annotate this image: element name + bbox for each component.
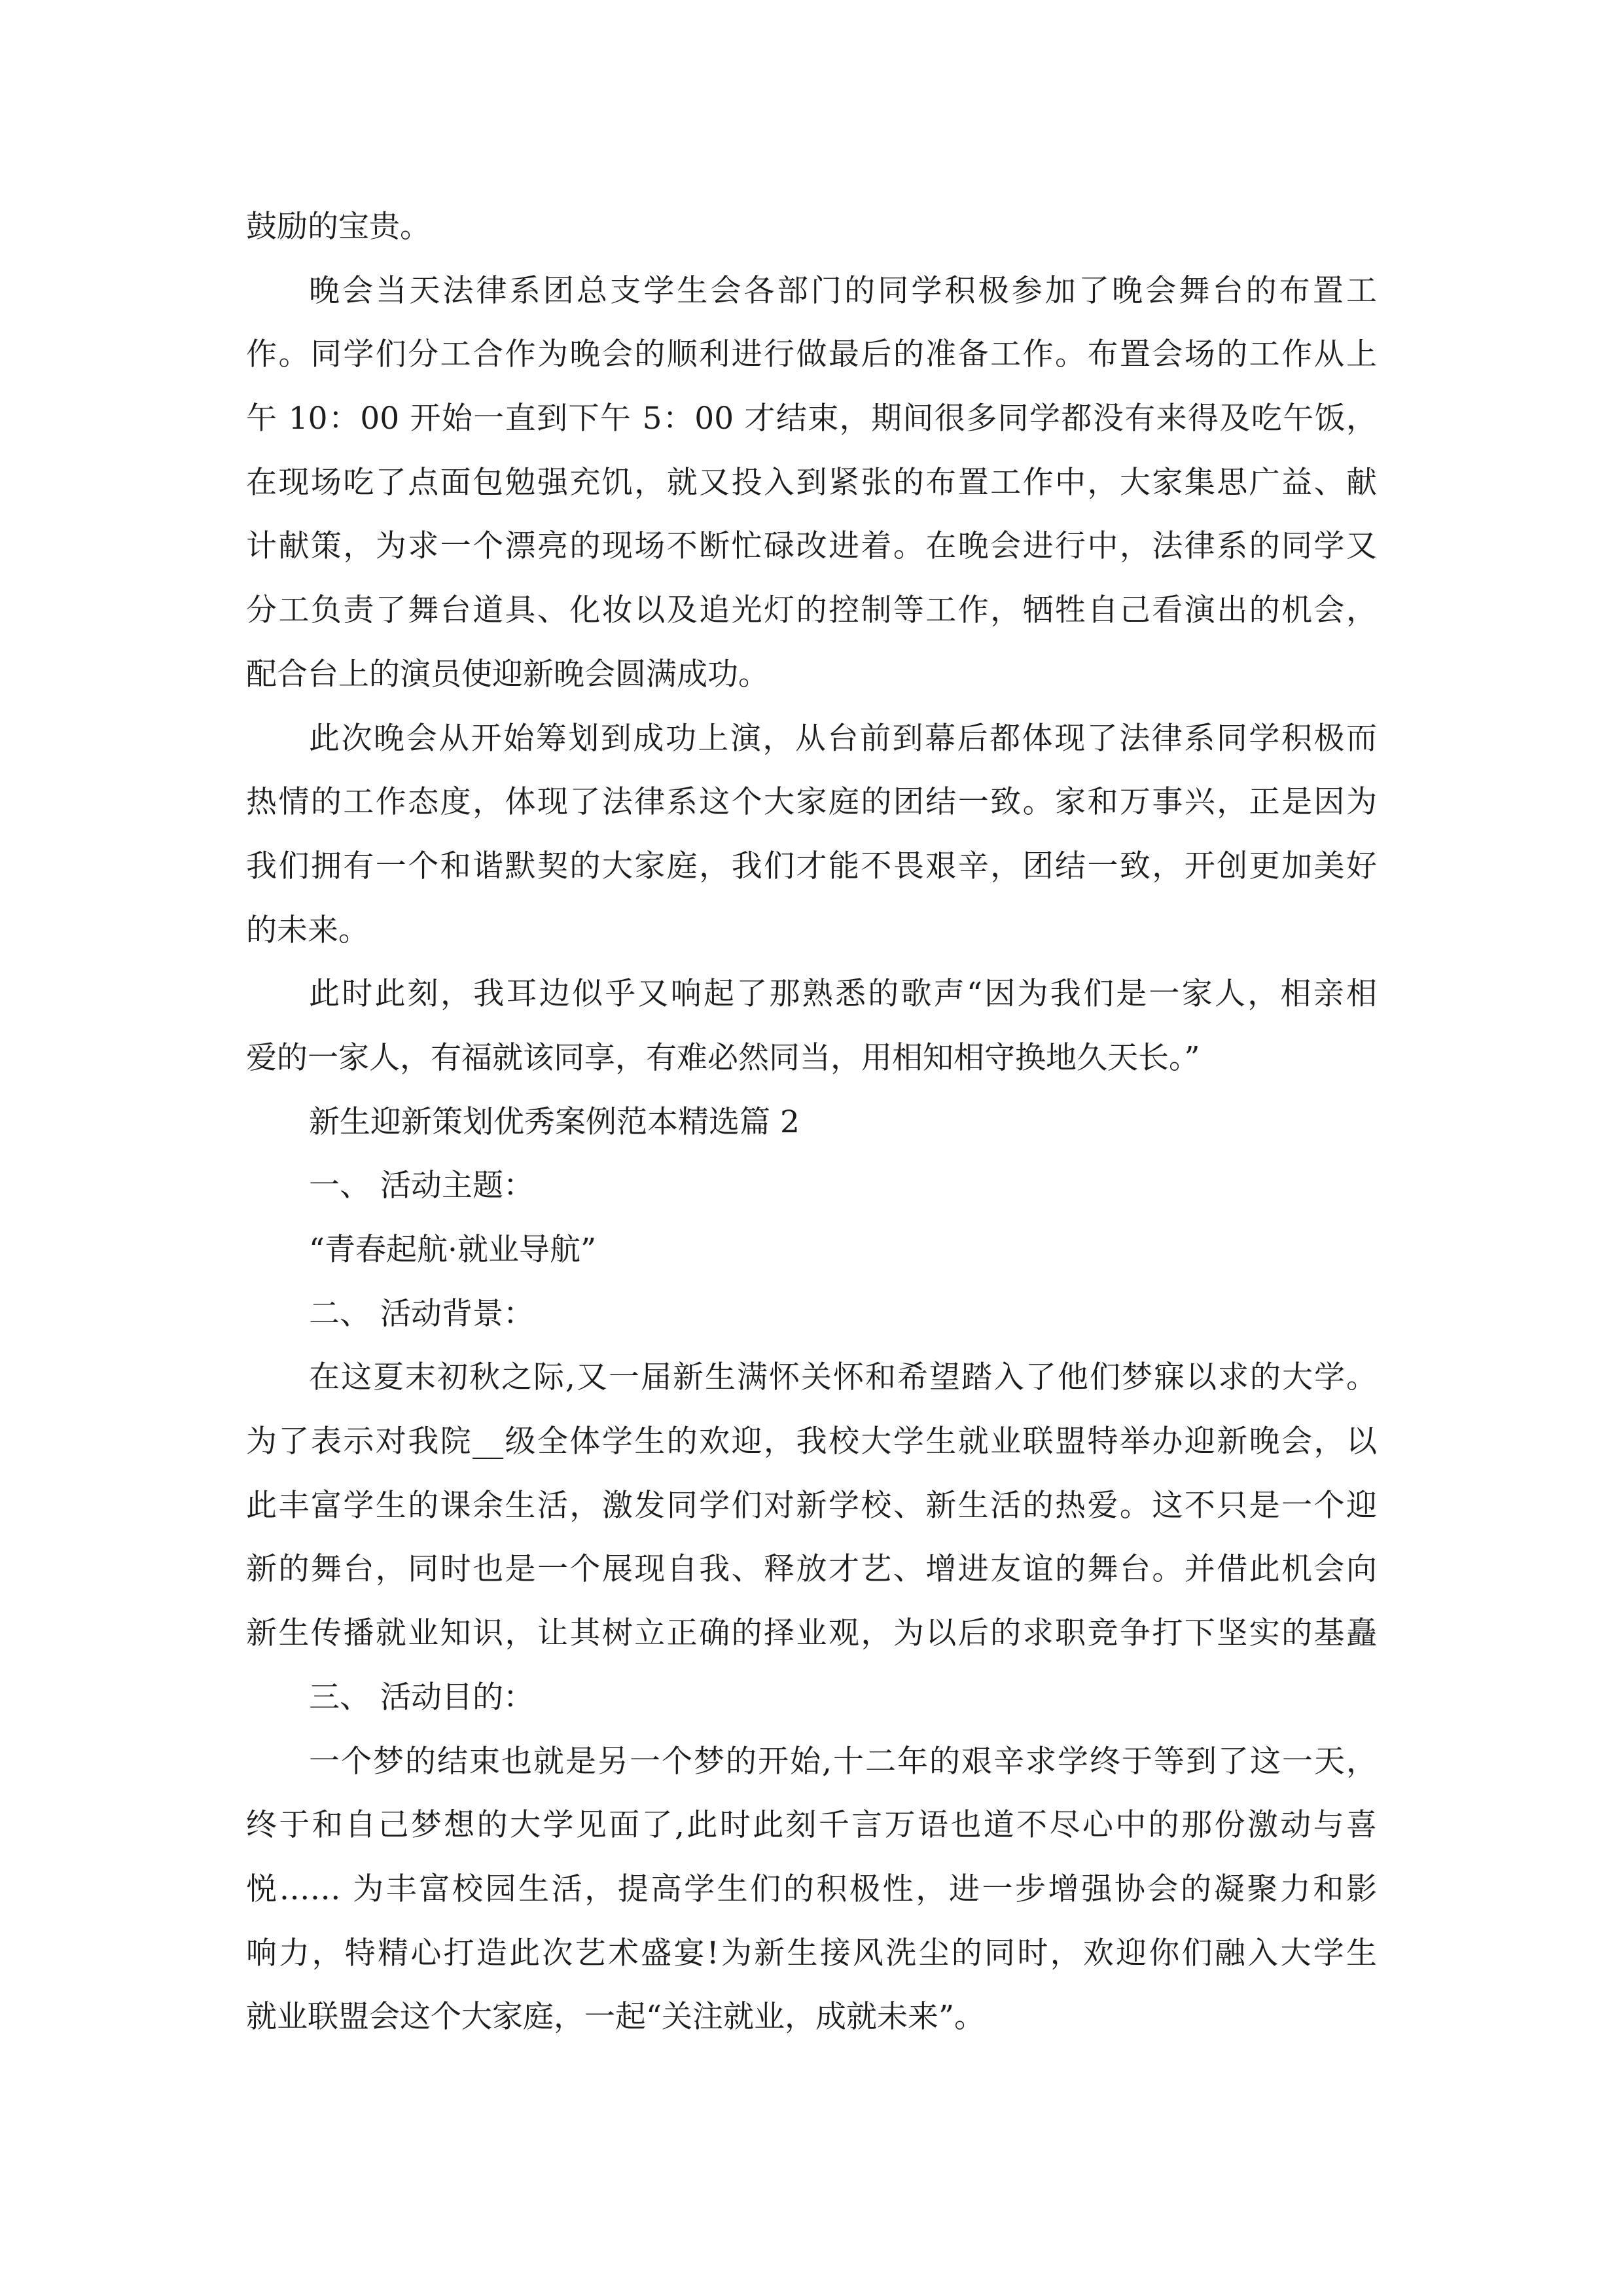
text-line: 晚会当天法律系团总支学生会各部门的同学积极参加了晚会舞台的布置工 bbox=[309, 272, 1377, 309]
paragraph-summary bbox=[246, 707, 1377, 963]
heading-activity-purpose: 三、 活动目的： bbox=[309, 1679, 534, 1715]
paragraph-song bbox=[246, 962, 1377, 1090]
text-line: 鼓励的宝贵。 bbox=[246, 209, 431, 245]
text-line: 新的舞台，同时也是一个展现自我、释放才艺、增进友谊的舞台。并借此机会向 bbox=[246, 1551, 1377, 1588]
paragraph-intro-fragment bbox=[246, 195, 1377, 259]
document-body bbox=[246, 195, 1377, 2049]
text-line: 爱的一家人，有福就该同享，有难必然同当，用相知相守换地久天长。” bbox=[246, 1039, 1200, 1076]
text-line: 的未来。 bbox=[246, 912, 369, 948]
text-line: 为了表示对我院__级全体学生的欢迎，我校大学生就业联盟特举办迎新晚会，以 bbox=[246, 1424, 1377, 1460]
text-line: 在现场吃了点面包勉强充饥，就又投入到紧张的布置工作中，大家集思广益、献 bbox=[246, 464, 1377, 501]
text-line: 配合台上的演员使迎新晚会圆满成功。 bbox=[246, 656, 769, 692]
paragraph-background bbox=[246, 1346, 1377, 1665]
section-title: 新生迎新策划优秀案例范本精选篇 2 bbox=[309, 1103, 800, 1140]
text-line: 分工负责了舞台道具、化妆以及追光灯的控制等工作，牺牲自己看演出的机会， bbox=[246, 592, 1377, 629]
paragraph-purpose bbox=[246, 1730, 1377, 2049]
text-line: 此丰富学生的课余生活，激发同学们对新学校、新生活的热爱。这不只是一个迎 bbox=[246, 1487, 1377, 1524]
text-line: 就业联盟会这个大家庭，一起“关注就业，成就未来”。 bbox=[246, 1999, 986, 2036]
paragraph-preparation bbox=[246, 259, 1377, 707]
text-line: 此时此刻，我耳边似乎又响起了那熟悉的歌声“因为我们是一家人，相亲相 bbox=[309, 976, 1377, 1013]
text-line: 午 10：00 开始一直到下午 5：00 才结束，期间很多同学都没有来得及吃午饭， bbox=[246, 401, 1377, 437]
text-line: 作。同学们分工合作为晚会的顺利进行做最后的准备工作。布置会场的工作从上 bbox=[246, 336, 1377, 373]
text-line: 终于和自己梦想的大学见面了,此时此刻千言万语也道不尽心中的那份激动与喜 bbox=[246, 1807, 1377, 1844]
text-line: 新生传播就业知识，让其树立正确的择业观，为以后的求职竞争打下坚实的基矗 bbox=[246, 1615, 1377, 1652]
theme-slogan: “青春起航·就业导航” bbox=[309, 1232, 596, 1268]
text-line: 热情的工作态度，体现了法律系这个大家庭的团结一致。家和万事兴，正是因为 bbox=[246, 784, 1377, 821]
heading-activity-theme: 一、 活动主题： bbox=[309, 1168, 534, 1204]
text-line: 响力，特精心打造此次艺术盛宴!为新生接风洗尘的同时，欢迎你们融入大学生 bbox=[246, 1935, 1377, 1971]
text-line: 一个梦的结束也就是另一个梦的开始,十二年的艰辛求学终于等到了这一天， bbox=[309, 1743, 1377, 1780]
text-line: 计献策，为求一个漂亮的现场不断忙碌改进着。在晚会进行中，法律系的同学又 bbox=[246, 528, 1377, 565]
text-line: 悦…… 为丰富校园生活，提高学生们的积极性，进一步增强协会的凝聚力和影 bbox=[246, 1871, 1377, 1907]
text-line: 我们拥有一个和谐默契的大家庭，我们才能不畏艰辛，团结一致，开创更加美好 bbox=[246, 848, 1377, 884]
heading-activity-background: 二、 活动背景： bbox=[309, 1295, 534, 1332]
text-line: 此次晚会从开始筹划到成功上演，从台前到幕后都体现了法律系同学积极而 bbox=[309, 720, 1377, 757]
text-line: 在这夏末初秋之际,又一届新生满怀关怀和希望踏入了他们梦寐以求的大学。 bbox=[309, 1359, 1377, 1396]
